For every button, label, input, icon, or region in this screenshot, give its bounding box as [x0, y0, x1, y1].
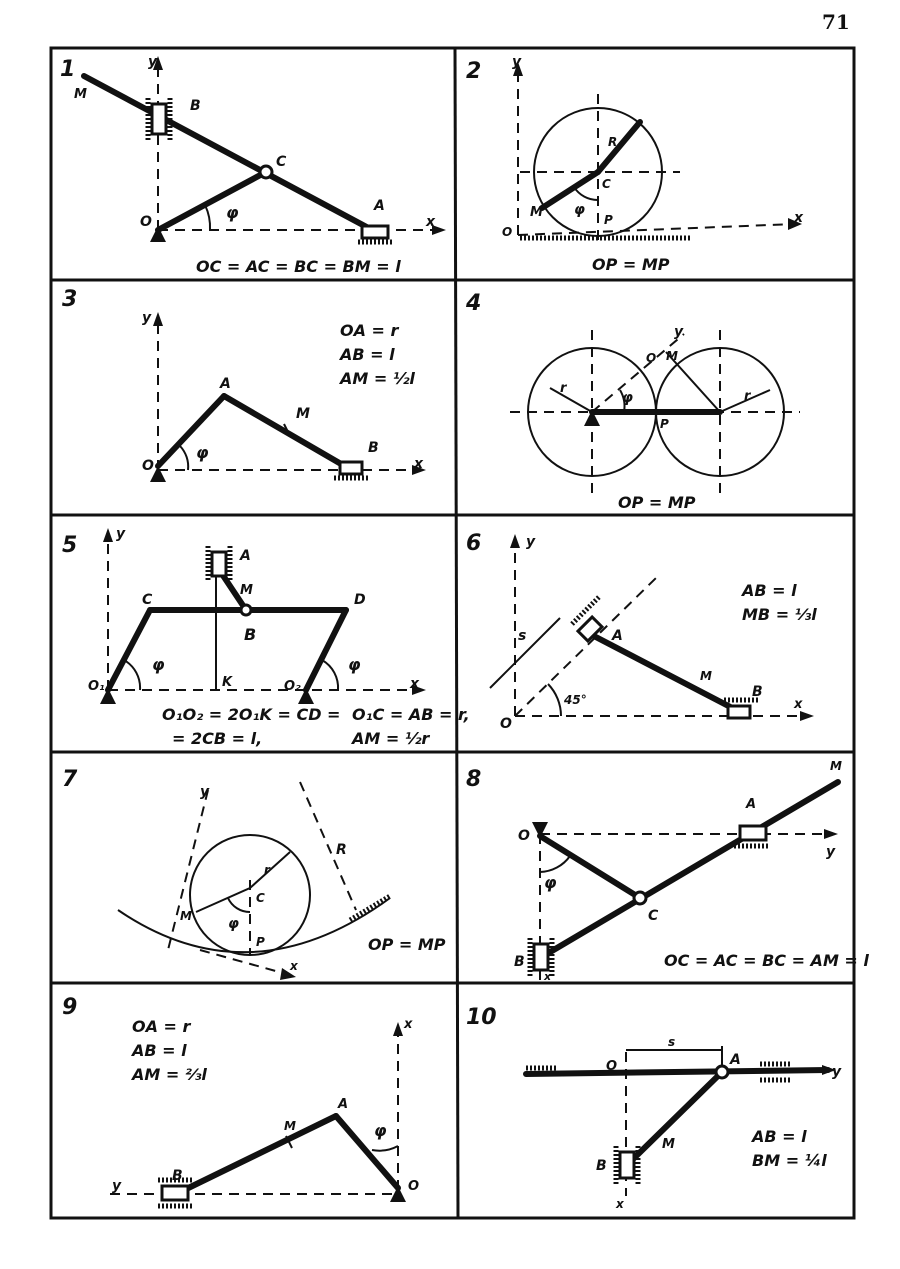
panel-9-label-M: M — [284, 1119, 296, 1133]
panel-8-label-C: C — [648, 908, 659, 924]
panel-4-label-r1: r — [560, 381, 567, 396]
panel-10-label-O: O — [606, 1059, 618, 1074]
panel-10-eq-2: BM = ¼l — [752, 1151, 827, 1170]
panel-4 — [465, 291, 800, 512]
panel-9 — [62, 995, 419, 1206]
panel-9-crank-OA — [336, 1116, 398, 1188]
panel-10-label-M: M — [662, 1137, 675, 1152]
panel-7-label-phi: φ — [228, 916, 239, 932]
panel-3-label-B: B — [368, 440, 379, 456]
panel-5-number: 5 — [62, 533, 78, 558]
panel-7-label-x: x — [290, 959, 298, 973]
panel-6-label-B: B — [752, 684, 763, 700]
panel-7-radius-M — [196, 888, 250, 912]
panel-2-x-axis — [518, 224, 795, 235]
panel-7-label-y: y — [200, 784, 210, 800]
panel-8-label-phi: φ — [544, 873, 557, 892]
panel-9-label-A: A — [338, 1097, 349, 1112]
panel-5-joint-B — [241, 605, 251, 615]
panel-1-label-x: x — [426, 214, 436, 230]
panel-5-eq-1: O₁O₂ = 2O₁K = CD = — [162, 705, 341, 724]
panel-10 — [466, 1005, 842, 1211]
panel-6-number: 6 — [466, 531, 482, 556]
panel-8-joint-C — [634, 892, 646, 904]
panel-8-label-x: x — [544, 970, 552, 983]
panel-7-label-C: C — [256, 891, 265, 905]
panel-4-number: 4 — [466, 291, 482, 316]
panel-7 — [62, 767, 446, 980]
panel-7-y-axis — [168, 790, 208, 950]
panel-5-crank-O2D — [306, 610, 346, 690]
panel-8-angle-arc — [540, 856, 570, 872]
panel-9-angle-arc — [372, 1146, 398, 1151]
panel-4-radius-left — [550, 388, 592, 412]
panel-5-label-phi2: φ — [348, 655, 361, 674]
panel-1-slider-B — [152, 104, 166, 134]
panel-7-number: 7 — [62, 767, 78, 792]
panel-5-slider-A — [212, 552, 226, 576]
panel-10-joint-A — [716, 1066, 728, 1078]
panel-8-equation: OC = AC = BC = AM = l — [664, 951, 869, 970]
panel-9-label-O: O — [408, 1179, 420, 1194]
panel-2-label-phi: φ — [574, 202, 585, 218]
panel-7-radius-R — [300, 782, 356, 910]
panel-8-number: 8 — [466, 767, 482, 792]
panel-8-label-y: y — [826, 844, 836, 860]
panel-5-eq-4: AM = ½r — [352, 729, 430, 748]
panel-6-eq-2: MB = ⅓l — [742, 605, 817, 624]
panel-6-label-M: M — [700, 669, 712, 683]
panel-2 — [466, 54, 804, 274]
panel-1-crank-OC — [158, 172, 266, 230]
panel-7-label-r: r — [264, 863, 270, 877]
panel-2-radius-R — [598, 122, 640, 172]
panel-5-eq-2: = 2CB = l, — [172, 729, 263, 748]
panel-3-crank-OA — [158, 396, 224, 466]
panel-5-label-phi1: φ — [152, 655, 165, 674]
panel-1-angle-arc — [205, 205, 210, 230]
panel-5-label-x: x — [410, 676, 420, 692]
panel-1-label-B: B — [190, 98, 201, 114]
panel-5-label-M: M — [240, 583, 253, 598]
panel-7-equation: OP = MP — [368, 935, 446, 954]
panel-5-label-O1: O₁ — [88, 679, 105, 694]
panel-2-label-P: P — [604, 213, 613, 227]
panel-7-curved-surface — [118, 898, 390, 952]
panel-5-label-B: B — [244, 625, 257, 644]
panel-10-number: 10 — [466, 1005, 497, 1030]
panel-2-label-C: C — [602, 177, 611, 191]
panel-9-label-phi: φ — [374, 1121, 387, 1140]
panel-3-eq-3: AM = ½l — [340, 369, 415, 388]
panel-3-eq-1: OA = r — [340, 321, 399, 340]
panel-9-pivot-O — [390, 1186, 406, 1202]
grid-vertical-divider — [455, 48, 458, 1218]
panel-5-label-A: A — [240, 548, 251, 564]
panel-9-rod-AB — [176, 1116, 336, 1194]
panel-8 — [466, 759, 869, 983]
panel-7-angle-arc — [228, 898, 250, 912]
panel-7-x-axis — [200, 950, 290, 975]
panel-2-label-y: y — [512, 54, 522, 70]
panel-8-label-B: B — [514, 954, 525, 970]
panel-1-label-A: A — [374, 198, 385, 214]
panel-1-number: 1 — [60, 57, 76, 82]
panel-10-label-B: B — [596, 1158, 607, 1174]
panel-10-label-x: x — [616, 1197, 624, 1211]
panel-3-label-x: x — [414, 456, 424, 472]
panel-9-eq-3: AM = ⅔l — [132, 1065, 207, 1084]
panel-9-number: 9 — [62, 995, 78, 1020]
panel-1-label-O: O — [140, 214, 152, 230]
panel-3-rod-AB — [224, 396, 348, 468]
panel-6-y-arrow — [510, 534, 520, 548]
panel-4-label-O: O — [646, 351, 657, 365]
panel-9-eq-2: AB = l — [132, 1041, 187, 1060]
panel-2-label-R: R — [608, 135, 618, 149]
panel-2-equation: OP = MP — [592, 255, 670, 274]
panel-5-crank-O1C — [108, 610, 150, 690]
panel-5-label-O2: O₂ — [284, 679, 301, 694]
panel-3-angle-arc — [180, 446, 188, 470]
panel-9-slider-B — [162, 1186, 188, 1200]
panel-6-label-s: s — [518, 628, 527, 644]
panel-6-rod-AB — [590, 634, 740, 712]
panel-6-label-y: y — [526, 534, 536, 550]
panel-3-y-arrow — [153, 312, 163, 326]
panel-8-slider-A — [740, 826, 766, 840]
panel-10-horizontal-guide — [526, 1070, 828, 1074]
panel-10-label-s: s — [668, 1035, 676, 1049]
panel-2-label-x: x — [794, 210, 804, 226]
panel-5-label-C: C — [142, 592, 153, 608]
panel-2-radius-CM — [542, 172, 598, 208]
panel-5-angle-arc-1 — [124, 660, 140, 690]
panel-4-label-phi: φ — [622, 390, 633, 406]
panel-2-angle-arc — [574, 187, 598, 200]
panel-8-label-M: M — [830, 759, 842, 773]
panel-1-slider-A — [362, 226, 388, 238]
panel-6-label-angle: 45° — [564, 693, 587, 707]
panel-8-pivot-O — [532, 822, 548, 838]
panel-7-label-R: R — [336, 842, 347, 858]
panel-8-y-arrow — [824, 829, 838, 839]
panel-5-label-K: K — [222, 675, 233, 690]
panel-1-joint-C — [260, 166, 272, 178]
page-number: 71 — [822, 10, 850, 34]
panel-3-label-A: A — [220, 376, 231, 392]
panel-7-radius-r — [250, 852, 290, 888]
panel-5-angle-arc-2 — [322, 660, 338, 690]
panel-8-slider-B — [534, 944, 548, 970]
panel-9-eq-1: OA = r — [132, 1017, 191, 1036]
panel-3-number: 3 — [62, 287, 78, 312]
panel-5-y-arrow — [103, 528, 113, 542]
panel-5-label-D: D — [354, 592, 366, 608]
panel-4-label-r2: r — [744, 389, 751, 404]
panel-4-label-y: y — [674, 324, 684, 340]
panel-4-label-P: P — [660, 417, 669, 431]
panel-10-label-y: y — [832, 1064, 842, 1080]
panel-6-x-arrow — [800, 711, 814, 721]
panel-2-label-M: M — [530, 205, 543, 220]
panel-4-label-M: M — [666, 349, 678, 363]
panel-6-label-A: A — [612, 628, 623, 644]
panel-10-eq-1: AB = l — [752, 1127, 807, 1146]
panel-3-label-phi: φ — [196, 443, 209, 462]
panel-7-label-M: M — [180, 909, 192, 923]
panel-1 — [60, 54, 446, 276]
panel-9-label-y: y — [112, 1178, 122, 1194]
panel-6-eq-1: AB = l — [742, 581, 797, 600]
panel-9-label-x: x — [404, 1017, 413, 1032]
panel-1-label-y: y — [148, 54, 158, 70]
panel-6-label-O: O — [500, 716, 512, 732]
panel-6-label-x: x — [794, 697, 803, 712]
panel-3 — [62, 287, 426, 482]
panel-5-label-y: y — [116, 526, 126, 542]
panel-8-rod-BM — [540, 782, 838, 958]
panel-10-slider-B — [620, 1152, 634, 1178]
panel-8-label-O: O — [518, 828, 530, 844]
panel-5-eq-3: O₁C = AB = r, — [352, 705, 470, 724]
panel-3-slider-B — [340, 462, 362, 474]
panel-5 — [62, 526, 470, 748]
panel-9-label-B: B — [172, 1168, 183, 1184]
panel-7-label-P: P — [256, 935, 265, 949]
panel-3-label-y: y — [142, 310, 152, 326]
panel-8-label-A: A — [746, 797, 757, 812]
panel-6 — [466, 531, 817, 732]
panel-3-label-M: M — [296, 406, 310, 422]
panel-2-number: 2 — [466, 59, 482, 84]
panel-1-label-C: C — [276, 154, 287, 170]
panel-9-x-arrow — [393, 1022, 403, 1036]
panel-1-equation: OC = AC = BC = BM = l — [196, 257, 401, 276]
panel-1-label-M: M — [74, 87, 87, 102]
panel-3-label-O: O — [142, 458, 154, 474]
panel-1-label-phi: φ — [226, 203, 239, 222]
panel-6-slider-B — [728, 706, 750, 718]
panel-2-label-O: O — [502, 225, 513, 239]
panel-3-eq-2: AB = l — [340, 345, 395, 364]
panel-6-angle-arc — [548, 684, 561, 716]
panel-4-equation: OP = MP — [618, 493, 696, 512]
panel-10-label-A: A — [730, 1052, 741, 1068]
